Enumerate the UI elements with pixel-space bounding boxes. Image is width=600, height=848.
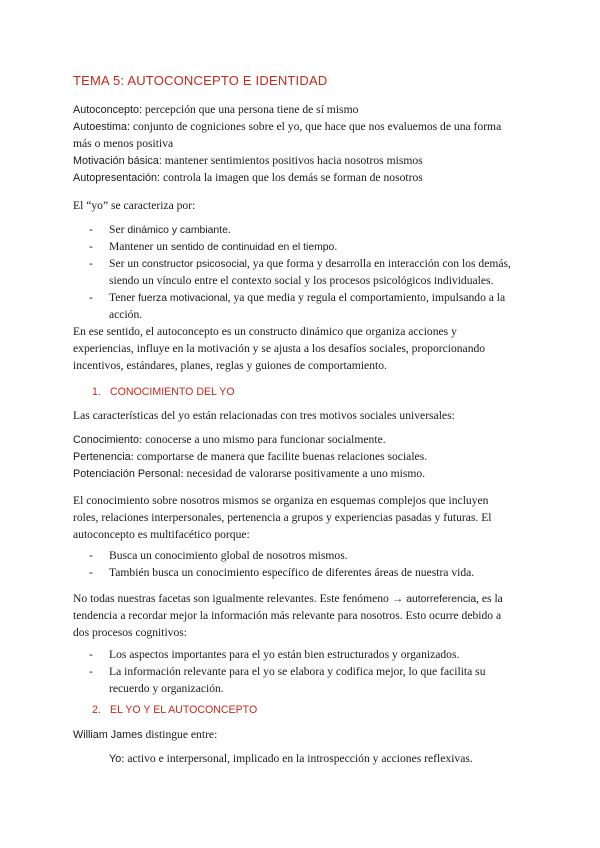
list-item: La información relevante para el yo se elabora y codifica mejor, lo que facilita su bbox=[109, 665, 486, 678]
paragraph-text: , es la bbox=[476, 592, 503, 605]
motive-potenciacion bbox=[73, 465, 540, 483]
list-highlight: constructor psicosocial bbox=[141, 259, 247, 270]
section-heading: CONOCIMIENTO DEL YO bbox=[110, 386, 235, 398]
yo-intro: El “yo” se caracteriza por: bbox=[73, 199, 196, 212]
definition-autoestima-cont bbox=[73, 135, 540, 153]
yo-text: : activo e interpersonal, implicado en la introspección y acciones reflexivas. bbox=[121, 752, 473, 765]
list-text: , ya que media y regula el comportamiento, impulsando a la bbox=[227, 291, 506, 304]
list-dash: - bbox=[89, 566, 93, 579]
definition-text: percepción que una persona tiene de sí mismo bbox=[142, 103, 359, 116]
list-item bbox=[109, 238, 337, 256]
list-dash: - bbox=[89, 223, 93, 236]
list-item-cont bbox=[109, 272, 493, 289]
motive-term: Potenciación Personal bbox=[73, 468, 181, 480]
james-text: distingue entre: bbox=[142, 728, 218, 741]
definition-autoestima bbox=[73, 118, 540, 136]
motives-intro: Las características del yo están relacionadas con tres motivos sociales universales: bbox=[73, 409, 455, 422]
list-item-cont bbox=[109, 306, 142, 323]
list-item bbox=[109, 289, 505, 307]
paragraph-line: tendencia a recordar mejor la información más relevante para nosotros. Esto ocurre debido a bbox=[73, 609, 502, 622]
list-item: Busca un conocimiento global de nosotros mismos. bbox=[109, 549, 348, 562]
definition-text: mantener sentimientos positivos hacia nosotros mismos bbox=[161, 154, 423, 167]
james-line bbox=[73, 726, 540, 744]
paragraph-line bbox=[73, 590, 540, 608]
definition-text: controla la imagen que los demás se forman de nosotros bbox=[160, 171, 423, 184]
yo-term: Yo bbox=[109, 753, 122, 765]
list-text: . bbox=[334, 240, 338, 253]
definition-term: Autoestima: bbox=[73, 121, 131, 133]
paragraph-line: incentivos, estándares, planes, reglas y guiones de comportamiento. bbox=[73, 359, 387, 372]
list-item: Los aspectos importantes para el yo están bien estructurados y organizados. bbox=[109, 648, 460, 661]
paragraph-line: roles, relaciones interpersonales, pertenencia a grupos y experiencias pasadas y futuras. El bbox=[73, 511, 492, 524]
list-highlight: sentido de continuidad en el tiempo bbox=[170, 242, 335, 253]
list-item-cont: recuerdo y organización. bbox=[109, 682, 224, 695]
list-dash: - bbox=[89, 291, 93, 304]
definition-text: más o menos positiva bbox=[73, 137, 174, 150]
motive-term: Pertenencia bbox=[73, 451, 131, 463]
list-text: siendo un vínculo entre el contexto social y los procesos psicológicos individuales. bbox=[109, 274, 494, 287]
paragraph-highlight: autorreferencia bbox=[406, 594, 477, 605]
list-dash: - bbox=[89, 648, 93, 661]
definition-autoconcepto bbox=[73, 101, 540, 119]
motive-text: : comportarse de manera que facilite buenas relaciones sociales. bbox=[130, 450, 428, 463]
paragraph-line: dos procesos cognitivos: bbox=[73, 626, 187, 639]
motive-conocimiento bbox=[73, 431, 540, 449]
list-text: , ya que forma y desarrolla en interacción con los demás, bbox=[246, 257, 511, 270]
definition-term: Autopresentación: bbox=[73, 172, 161, 184]
list-text: Ser bbox=[109, 223, 128, 236]
section-heading: EL YO Y EL AUTOCONCEPTO bbox=[110, 704, 258, 716]
motive-text: : conocerse a uno mismo para funcionar socialmente. bbox=[139, 433, 386, 446]
list-dash: - bbox=[89, 240, 93, 253]
list-text: acción. bbox=[109, 308, 143, 321]
james-term: William James bbox=[73, 729, 143, 741]
definition-motivacion bbox=[73, 152, 540, 170]
list-item bbox=[109, 255, 511, 273]
paragraph-line: experiencias, influye en la motivación y se ajusta a los desafíos sociales, proporcionando bbox=[73, 342, 486, 355]
list-item bbox=[109, 221, 231, 239]
list-highlight: fuerza motivacional bbox=[138, 293, 228, 304]
list-dash: - bbox=[89, 665, 93, 678]
definition-text: conjunto de cogniciones sobre el yo, que hace que nos evaluemos de una forma bbox=[130, 120, 502, 133]
list-text: Tener bbox=[109, 291, 139, 304]
motive-text: : necesidad de valorarse positivamente a uno mismo. bbox=[180, 467, 426, 480]
list-item: También busca un conocimiento específico de diferentes áreas de nuestra vida. bbox=[109, 566, 475, 579]
yo-definition bbox=[109, 750, 540, 768]
list-text: . bbox=[227, 223, 231, 236]
definition-term: Autoconcepto: bbox=[73, 104, 143, 116]
list-highlight: dinámico y cambiante bbox=[127, 225, 228, 236]
definition-autopresentacion bbox=[73, 169, 540, 187]
paragraph-line: autoconcepto es multifacético porque: bbox=[73, 528, 250, 541]
paragraph-line: El conocimiento sobre nosotros mismos se organiza en esquemas complejos que incluyen bbox=[73, 494, 489, 507]
definition-term: Motivación básica: bbox=[73, 155, 162, 167]
list-text: Mantener un bbox=[109, 240, 171, 253]
list-text: Ser un bbox=[109, 257, 142, 270]
section-number: 2. bbox=[92, 704, 101, 716]
list-dash: - bbox=[89, 549, 93, 562]
paragraph-line: En ese sentido, el autoconcepto es un constructo dinámico que organiza acciones y bbox=[73, 325, 457, 338]
page-title: TEMA 5: AUTOCONCEPTO E IDENTIDAD bbox=[73, 73, 328, 88]
motive-pertenencia bbox=[73, 448, 540, 466]
section-number: 1. bbox=[92, 386, 101, 398]
motive-term: Conocimiento bbox=[73, 434, 140, 446]
list-dash: - bbox=[89, 257, 93, 270]
paragraph-text: No todas nuestras facetas son igualmente relevantes. Este fenómeno → bbox=[73, 592, 407, 605]
